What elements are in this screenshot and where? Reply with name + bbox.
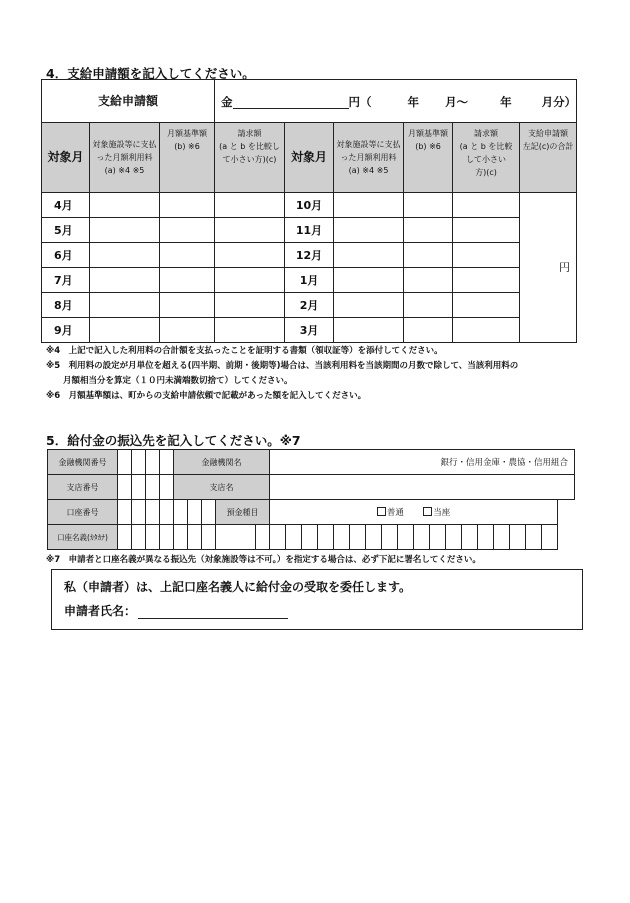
std-input-left[interactable]: [160, 318, 215, 343]
holder-char[interactable]: [118, 525, 132, 550]
fee-input-right[interactable]: [334, 243, 404, 268]
delegation-statement: 私（申請者）は、上記口座名義人に給付金の受取を委任します。: [64, 580, 412, 594]
col-fee-left-l2: った月額利用料: [96, 153, 153, 162]
holder-char[interactable]: [382, 525, 398, 550]
col-req-left: [215, 123, 285, 193]
bank-code-digit[interactable]: [132, 450, 146, 475]
col-fee-right-l3: (a) ※4 ※5: [348, 166, 389, 175]
branch-code-digit[interactable]: [132, 475, 146, 500]
holder-char[interactable]: [430, 525, 446, 550]
std-input-right[interactable]: [404, 218, 453, 243]
std-input-left[interactable]: [160, 293, 215, 318]
branch-name-label: 支店名: [174, 475, 270, 500]
note-5-cont: 月額相当分を算定（１０円未満端数切捨て）してください。: [46, 376, 293, 386]
branch-code-digit[interactable]: [160, 475, 174, 500]
std-input-right[interactable]: [404, 268, 453, 293]
month-cell-left: 7月: [42, 268, 90, 293]
std-input-right[interactable]: [404, 193, 453, 218]
note-6: ※6 月額基準額は、町からの支給申請依頼で記載があった額を記入してください。: [46, 391, 367, 401]
col-total-l2: 左記(c)の合計: [522, 142, 574, 151]
holder-char[interactable]: [286, 525, 302, 550]
col-std-right-l2: (b) ※6: [415, 142, 441, 151]
col-fee-left-l3: (a) ※4 ※5: [104, 166, 145, 175]
fee-input-left[interactable]: [90, 193, 160, 218]
account-holder-label: 口座名義(ｶﾀｶﾅ): [48, 525, 118, 550]
holder-char[interactable]: [494, 525, 510, 550]
std-input-left[interactable]: [160, 218, 215, 243]
fee-input-left[interactable]: [90, 268, 160, 293]
section5-heading: 5．給付金の振込先を記入してください。※7: [46, 433, 301, 448]
application-amount-label: 支給申請額: [42, 80, 215, 123]
holder-char[interactable]: [542, 525, 558, 550]
fee-input-left[interactable]: [90, 318, 160, 343]
holder-char[interactable]: [478, 525, 494, 550]
req-input-right[interactable]: [453, 268, 520, 293]
ordinary-checkbox[interactable]: [377, 507, 386, 516]
account-number-digit[interactable]: [132, 500, 146, 525]
holder-char[interactable]: [216, 525, 256, 550]
holder-char[interactable]: [256, 525, 270, 550]
month-cell-right: 1月: [285, 268, 334, 293]
std-input-left[interactable]: [160, 193, 215, 218]
month-to-label: 月分）: [541, 94, 577, 109]
section4-notes: [46, 344, 518, 404]
bank-name-label: 金融機関名: [174, 450, 270, 475]
req-input-right[interactable]: [453, 218, 520, 243]
holder-char[interactable]: [462, 525, 478, 550]
bank-code-digit[interactable]: [118, 450, 132, 475]
holder-char[interactable]: [174, 525, 188, 550]
holder-char[interactable]: [132, 525, 146, 550]
fee-input-left[interactable]: [90, 243, 160, 268]
col-req-right-l2: (a と b を比較: [459, 142, 513, 151]
holder-char[interactable]: [398, 525, 414, 550]
month-cell-left: 6月: [42, 243, 90, 268]
col-std-right-l1: 月額基準額: [408, 129, 449, 138]
current-label: 当座: [433, 508, 451, 518]
holder-char[interactable]: [510, 525, 526, 550]
col-total-l1: 支給申請額: [528, 129, 569, 138]
req-input-left[interactable]: [215, 293, 285, 318]
branch-code-digit[interactable]: [146, 475, 160, 500]
holder-char[interactable]: [414, 525, 430, 550]
fee-input-right[interactable]: [334, 193, 404, 218]
holder-char[interactable]: [526, 525, 542, 550]
holder-char[interactable]: [318, 525, 334, 550]
col-fee-right-l1: 対象施設等に支払: [336, 140, 401, 149]
std-input-right[interactable]: [404, 293, 453, 318]
req-input-right[interactable]: [453, 243, 520, 268]
month-cell-right: 12月: [285, 243, 334, 268]
bank-types-text: 銀行・信用金庫・農協・信用組合: [440, 458, 568, 468]
bank-name-field[interactable]: [270, 450, 575, 475]
total-yen-unit: 円: [559, 261, 571, 274]
holder-char[interactable]: [334, 525, 350, 550]
holder-char[interactable]: [270, 525, 286, 550]
delegation-box: [51, 569, 583, 630]
month-cell-left: 4月: [42, 193, 90, 218]
req-input-left[interactable]: [215, 318, 285, 343]
note-5: ※5 利用料の設定が月単位を超える(四半期、前期・後期等)場合は、当該利用料を当該期間の月数で除して、当該利用料の: [46, 361, 519, 371]
month-cell-right: 10月: [285, 193, 334, 218]
month-cell-right: 3月: [285, 318, 334, 343]
req-input-left[interactable]: [215, 193, 285, 218]
signature-line[interactable]: [138, 604, 288, 619]
account-number-digit[interactable]: [174, 500, 188, 525]
holder-char[interactable]: [188, 525, 202, 550]
std-input-right[interactable]: [404, 243, 453, 268]
month-from-label: 月～: [445, 94, 469, 109]
col-fee-right-l2: った月額利用料: [340, 153, 397, 162]
month-cell-left: 9月: [42, 318, 90, 343]
col-req-left-l2: (a と b を比較し: [219, 142, 280, 151]
holder-char[interactable]: [160, 525, 174, 550]
month-cell-left: 8月: [42, 293, 90, 318]
deposit-type-field: [270, 500, 558, 525]
col-req-left-l1: 請求額: [237, 129, 262, 138]
year1-label: 年: [407, 94, 420, 109]
holder-char[interactable]: [350, 525, 366, 550]
col-fee-left: [90, 123, 160, 193]
col-fee-right: [334, 123, 404, 193]
req-input-right[interactable]: [453, 193, 520, 218]
holder-char[interactable]: [446, 525, 462, 550]
col-std-right: [404, 123, 453, 193]
col-std-left-l2: (b) ※6: [174, 142, 200, 151]
application-amount-table: [41, 79, 577, 343]
year2-label: 年: [500, 94, 512, 109]
std-input-right[interactable]: [404, 318, 453, 343]
holder-char[interactable]: [366, 525, 382, 550]
holder-char[interactable]: [302, 525, 318, 550]
req-input-left[interactable]: [215, 243, 285, 268]
bank-code-digit[interactable]: [160, 450, 174, 475]
col-req-left-l3: て小さい方)(c): [222, 155, 277, 164]
req-input-left[interactable]: [215, 268, 285, 293]
deposit-type-label: 預金種目: [216, 500, 270, 525]
amount-underline[interactable]: [233, 94, 349, 109]
holder-char[interactable]: [146, 525, 160, 550]
section4-heading: 4．支給申請額を記入してください。: [46, 66, 255, 81]
col-req-right-l4: 方)(c): [475, 168, 497, 177]
col-req-right-l1: 請求額: [474, 129, 499, 138]
yen-label: 円（: [348, 94, 372, 109]
bank-transfer-table: [47, 449, 575, 550]
col-fee-left-l1: 対象施設等に支払: [92, 140, 157, 149]
bank-code-digit[interactable]: [146, 450, 160, 475]
current-checkbox[interactable]: [423, 507, 432, 516]
signature-label: 申請者氏名：: [64, 604, 137, 618]
note-4: ※4 上記で記入した利用料の合計額を支払ったことを証明する書類（領収証等）を添付してください。: [46, 346, 443, 356]
account-number-label: 口座番号: [48, 500, 118, 525]
application-amount-field[interactable]: [215, 80, 577, 123]
total-amount-cell[interactable]: [520, 193, 577, 343]
col-req-right-l3: して小さい: [466, 155, 507, 164]
std-input-left[interactable]: [160, 243, 215, 268]
fee-input-right[interactable]: [334, 318, 404, 343]
req-input-right[interactable]: [453, 318, 520, 343]
account-number-digit[interactable]: [146, 500, 160, 525]
month-cell-right: 2月: [285, 293, 334, 318]
branch-code-label: 支店番号: [48, 475, 118, 500]
fee-input-right[interactable]: [334, 218, 404, 243]
col-month-right: 対象月: [285, 123, 334, 193]
branch-name-field[interactable]: [270, 475, 575, 500]
col-std-left: [160, 123, 215, 193]
account-number-digit[interactable]: [118, 500, 132, 525]
req-input-right[interactable]: [453, 293, 520, 318]
holder-char[interactable]: [202, 525, 216, 550]
kin-label: 金: [221, 94, 233, 109]
branch-code-digit[interactable]: [118, 475, 132, 500]
account-number-digit[interactable]: [202, 500, 216, 525]
bank-code-label: 金融機関番号: [48, 450, 118, 475]
fee-input-left[interactable]: [90, 218, 160, 243]
std-input-left[interactable]: [160, 268, 215, 293]
fee-input-right[interactable]: [334, 268, 404, 293]
col-total: [520, 123, 577, 193]
month-cell-right: 11月: [285, 218, 334, 243]
req-input-left[interactable]: [215, 218, 285, 243]
note-7: ※7 申請者と口座名義が異なる振込先（対象施設等は不可。）を指定する場合は、必ず下記に署名してください。: [46, 555, 481, 565]
fee-input-right[interactable]: [334, 293, 404, 318]
month-cell-left: 5月: [42, 218, 90, 243]
signature-row: [64, 602, 288, 619]
col-std-left-l1: 月額基準額: [167, 129, 208, 138]
account-number-digit[interactable]: [160, 500, 174, 525]
account-number-digit[interactable]: [188, 500, 202, 525]
col-req-right: [453, 123, 520, 193]
fee-input-left[interactable]: [90, 293, 160, 318]
ordinary-label: 普通: [386, 508, 404, 518]
col-month-left: 対象月: [42, 123, 90, 193]
